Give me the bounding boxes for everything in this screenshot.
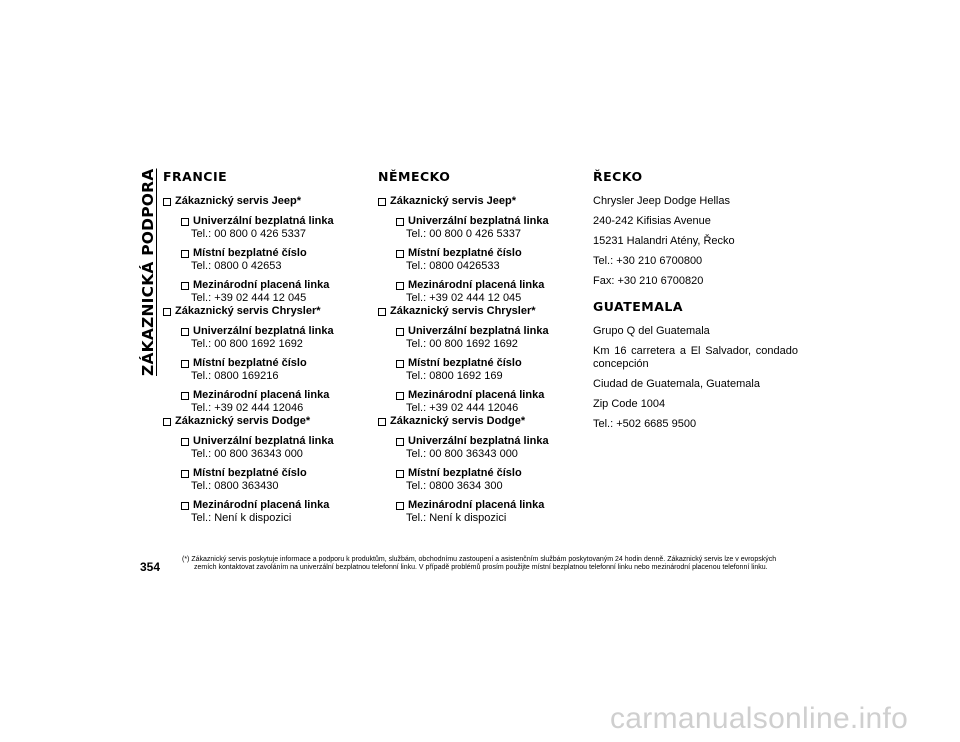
column-france bbox=[163, 170, 368, 531]
country-heading: NĚMECKO bbox=[378, 169, 451, 184]
square-bullet-icon bbox=[181, 360, 189, 368]
square-bullet-icon bbox=[181, 438, 189, 446]
footnote-line: (*) Zákaznický servis poskytuje informace a podporu k produktům, službám, obchodnímu zastoupení a asistenčním službám poskytovaným 24 hodin denně. Zákaznický servis lze v evropských bbox=[182, 556, 777, 563]
phone-number: Tel.: +39 02 444 12 045 bbox=[191, 292, 307, 304]
phone-number: Tel.: 00 800 36343 000 bbox=[191, 448, 303, 460]
square-bullet-icon bbox=[181, 502, 189, 510]
square-bullet-icon bbox=[396, 438, 404, 446]
footnote-line: zemích kontaktovat zavoláním na univerzální bezplatnou telefonní linku. V případě problémů prosím použijte místní bezplatnou telefonní linku nebo mezinárodní placenou telefonní linku. bbox=[194, 564, 768, 571]
service-dodge: Zákaznický servis Dodge* bbox=[163, 415, 368, 428]
square-bullet-icon bbox=[396, 328, 404, 336]
line-label: Mezinárodní placená linka bbox=[396, 499, 583, 512]
phone-number: Tel.: +39 02 444 12046 bbox=[406, 402, 519, 414]
address-line: Zip Code 1004 bbox=[593, 398, 666, 410]
square-bullet-icon bbox=[181, 218, 189, 226]
square-bullet-icon bbox=[163, 308, 171, 316]
address-line: Chrysler Jeep Dodge Hellas bbox=[593, 195, 730, 207]
line-label: Univerzální bezplatná linka bbox=[181, 435, 368, 448]
country-heading: GUATEMALA bbox=[593, 299, 684, 314]
square-bullet-icon bbox=[396, 470, 404, 478]
square-bullet-icon bbox=[181, 470, 189, 478]
service-chrysler: Zákaznický servis Chrysler* bbox=[163, 305, 368, 318]
phone-number: Tel.: 0800 3634 300 bbox=[406, 480, 503, 492]
service-jeep: Zákaznický servis Jeep* bbox=[378, 195, 583, 208]
line-label: Mezinárodní placená linka bbox=[396, 389, 583, 402]
line-label: Univerzální bezplatná linka bbox=[181, 325, 368, 338]
phone-number: Tel.: 0800 169216 bbox=[191, 370, 279, 382]
footnote bbox=[182, 556, 802, 572]
line-label: Mezinárodní placená linka bbox=[396, 279, 583, 292]
phone-number: Tel.: Není k dispozici bbox=[406, 512, 507, 524]
square-bullet-icon bbox=[378, 198, 386, 206]
line-label: Univerzální bezplatná linka bbox=[396, 215, 583, 228]
phone-number: Tel.: 00 800 1692 1692 bbox=[191, 338, 303, 350]
line-label: Univerzální bezplatná linka bbox=[181, 215, 368, 228]
square-bullet-icon bbox=[163, 198, 171, 206]
square-bullet-icon bbox=[378, 308, 386, 316]
phone-number: Tel.: 00 800 0 426 5337 bbox=[406, 228, 521, 240]
square-bullet-icon bbox=[181, 250, 189, 258]
square-bullet-icon bbox=[181, 282, 189, 290]
phone-number: Tel.: 00 800 36343 000 bbox=[406, 448, 518, 460]
phone-number: Tel.: 00 800 0 426 5337 bbox=[191, 228, 306, 240]
square-bullet-icon bbox=[396, 502, 404, 510]
line-label: Mezinárodní placená linka bbox=[181, 279, 368, 292]
phone-number: Tel.: 0800 1692 169 bbox=[406, 370, 503, 382]
phone-number: Tel.: +39 02 444 12 045 bbox=[406, 292, 522, 304]
line-label: Místní bezplatné číslo bbox=[396, 467, 583, 480]
square-bullet-icon bbox=[181, 392, 189, 400]
line-label: Místní bezplatné číslo bbox=[396, 247, 583, 260]
line-label: Místní bezplatné číslo bbox=[181, 357, 368, 370]
square-bullet-icon bbox=[396, 218, 404, 226]
phone-number: Tel.: 0800 0 42653 bbox=[191, 260, 282, 272]
address-line: Ciudad de Guatemala, Guatemala bbox=[593, 378, 760, 390]
phone-number: Tel.: +39 02 444 12046 bbox=[191, 402, 304, 414]
column-germany bbox=[378, 170, 583, 531]
service-jeep: Zákaznický servis Jeep* bbox=[163, 195, 368, 208]
phone-number: Tel.: 00 800 1692 1692 bbox=[406, 338, 518, 350]
square-bullet-icon bbox=[181, 328, 189, 336]
phone-number: Tel.: +30 210 6700800 bbox=[593, 255, 703, 267]
page-number: 354 bbox=[140, 560, 161, 574]
column-greece-guatemala bbox=[593, 170, 798, 438]
country-heading: FRANCIE bbox=[163, 169, 228, 184]
square-bullet-icon bbox=[396, 282, 404, 290]
phone-number: Tel.: 0800 363430 bbox=[191, 480, 279, 492]
line-label: Místní bezplatné číslo bbox=[181, 467, 368, 480]
service-dodge: Zákaznický servis Dodge* bbox=[378, 415, 583, 428]
square-bullet-icon bbox=[396, 250, 404, 258]
address-line: 15231 Halandri Atény, Řecko bbox=[593, 235, 735, 247]
side-section-title: ZÁKAZNICKÁ PODPORA bbox=[139, 168, 157, 376]
watermark: carmanualsonline.info bbox=[610, 702, 909, 735]
line-label: Univerzální bezplatná linka bbox=[396, 325, 583, 338]
phone-number: Tel.: Není k dispozici bbox=[191, 512, 292, 524]
line-label: Univerzální bezplatná linka bbox=[396, 435, 583, 448]
square-bullet-icon bbox=[396, 392, 404, 400]
address-line: 240-242 Kifisias Avenue bbox=[593, 215, 711, 227]
address-line: Km 16 carretera a El Salvador, condado concepción bbox=[593, 345, 798, 370]
line-label: Mezinárodní placená linka bbox=[181, 389, 368, 402]
line-label: Místní bezplatné číslo bbox=[181, 247, 368, 260]
line-label: Místní bezplatné číslo bbox=[396, 357, 583, 370]
fax-number: Fax: +30 210 6700820 bbox=[593, 275, 704, 287]
country-heading: ŘECKO bbox=[593, 169, 643, 184]
square-bullet-icon bbox=[396, 360, 404, 368]
address-line: Grupo Q del Guatemala bbox=[593, 325, 710, 337]
square-bullet-icon bbox=[378, 418, 386, 426]
square-bullet-icon bbox=[163, 418, 171, 426]
phone-number: Tel.: 0800 0426533 bbox=[406, 260, 500, 272]
line-label: Mezinárodní placená linka bbox=[181, 499, 368, 512]
phone-number: Tel.: +502 6685 9500 bbox=[593, 418, 697, 430]
service-chrysler: Zákaznický servis Chrysler* bbox=[378, 305, 583, 318]
